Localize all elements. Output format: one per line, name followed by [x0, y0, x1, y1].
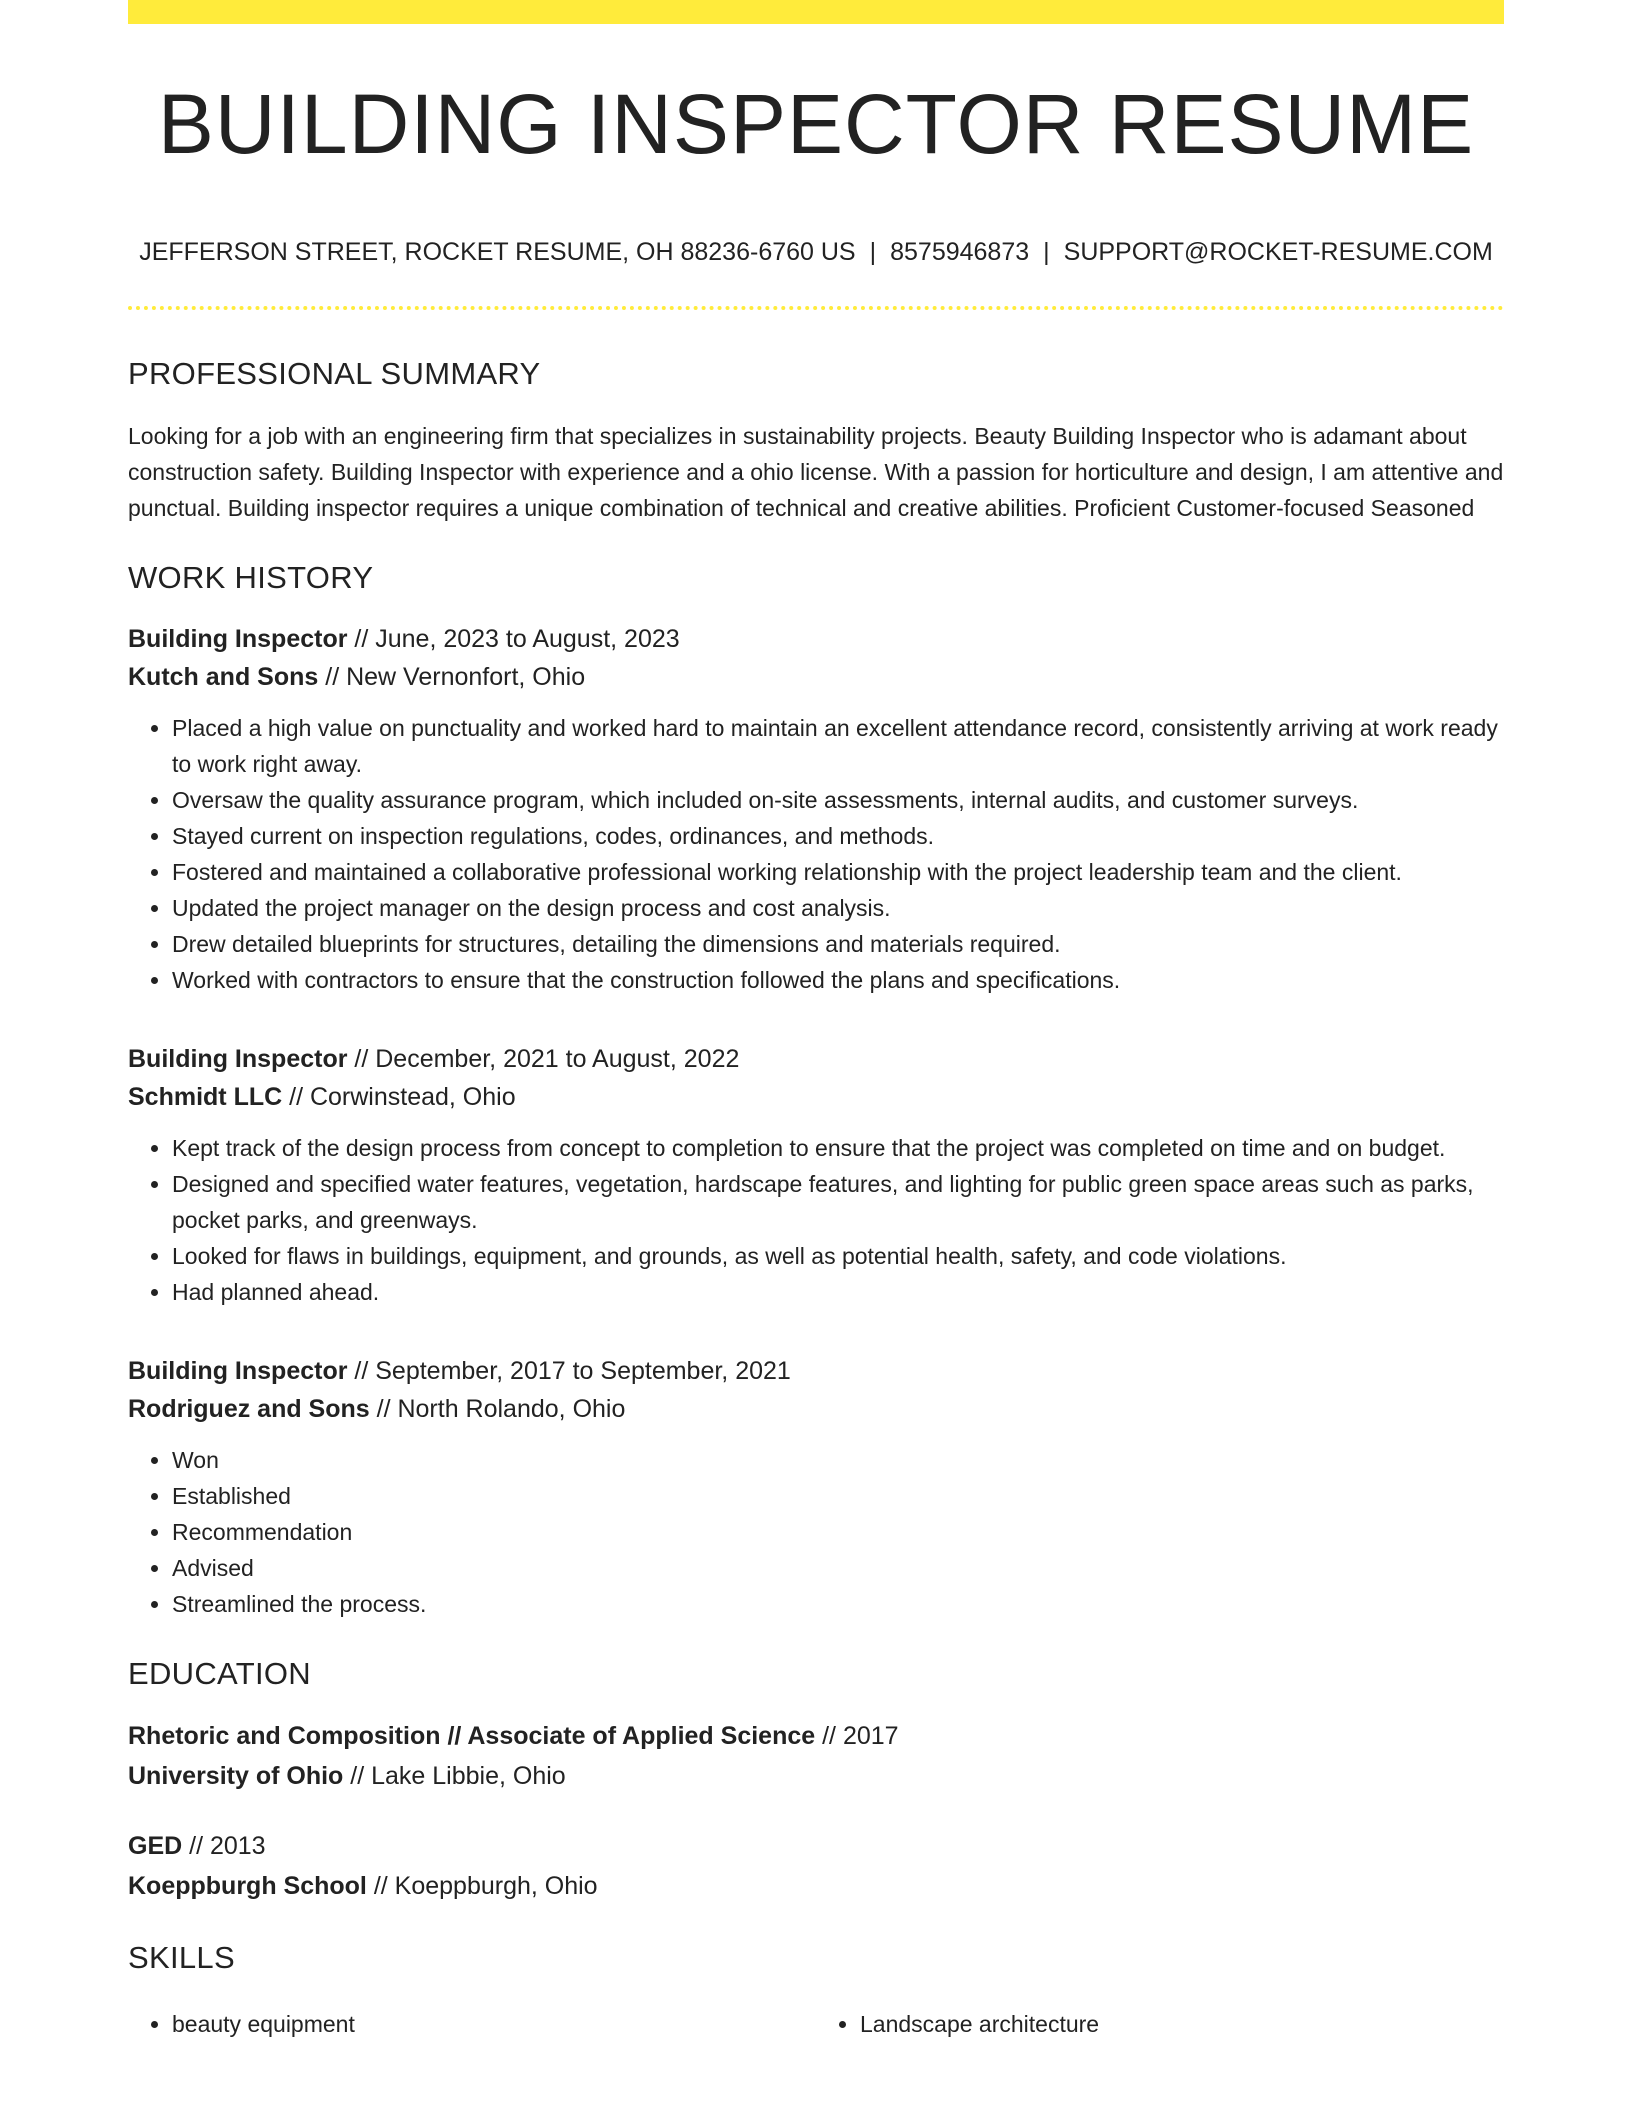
school: University of Ohio: [128, 1762, 344, 1790]
list-item: • Placed a high value on punctuality and worked hard to maintain an excellent attendance record, consistently arriving at work ready to work right away.: [172, 710, 1504, 782]
job-title: Building Inspector: [128, 1357, 348, 1385]
job-company: Kutch and Sons: [128, 663, 319, 691]
separator: |: [869, 238, 877, 266]
education-entry: [128, 1826, 1504, 1906]
list-item: • Designed and specified water features, vegetation, hardscape features, and lighting for public green space areas such as parks, pocket parks, and greenways.: [172, 1166, 1504, 1238]
job-bullets: [128, 1130, 1504, 1310]
list-item: • beauty equipment: [172, 2006, 816, 2042]
degree-line: [128, 1716, 1504, 1756]
separator: |: [1043, 238, 1050, 266]
list-item: • Oversaw the quality assurance program, which included on-site assessments, internal audits, and customer surveys.: [172, 782, 1504, 818]
work-history-heading: WORK HISTORY: [128, 560, 374, 595]
skills-list-left: [128, 2006, 816, 2042]
job-location: // Corwinstead, Ohio: [282, 1083, 516, 1111]
dotted-divider: [128, 306, 1504, 310]
job-bullets: [128, 710, 1504, 998]
list-item: • Worked with contractors to ensure that the construction followed the plans and specifications.: [172, 962, 1504, 998]
education-section: [128, 1656, 1504, 1906]
phone: 8575946873: [890, 238, 1030, 266]
skills-section: [128, 1940, 1504, 2042]
job-bullets: [128, 1442, 1504, 1622]
list-item: • Fostered and maintained a collaborative professional working relationship with the project leadership team and the client.: [172, 854, 1504, 890]
school-line: [128, 1866, 1504, 1906]
list-item: • Established: [172, 1478, 1504, 1514]
summary-text: Looking for a job with an engineering firm that specializes in sustainability projects. Beauty Building Inspector who is adamant about construction safety. Building Inspector with experience and a ohio license. With a passion for horticulture and design, I am attentive and punctual. Building inspector requires a unique combination of technical and creative abilities. Proficient Customer-focused Seasoned: [128, 423, 1504, 521]
job-company: Schmidt LLC: [128, 1083, 283, 1111]
skills-list-right: [816, 2006, 1504, 2042]
school-location: // Koeppburgh, Ohio: [366, 1872, 598, 1900]
work-history-section: [128, 560, 1504, 1622]
job-title-line: [128, 620, 1504, 658]
job-title-line: [128, 1040, 1504, 1078]
list-item: • Looked for flaws in buildings, equipment, and grounds, as well as potential health, safety, and code violations.: [172, 1238, 1504, 1274]
job-dates: // June, 2023 to August, 2023: [347, 625, 680, 653]
job-entry: [128, 1040, 1504, 1310]
job-title-line: [128, 1352, 1504, 1390]
education-heading: EDUCATION: [128, 1656, 311, 1691]
degree-line: [128, 1826, 1504, 1866]
email: SUPPORT@ROCKET-RESUME.COM: [1063, 238, 1493, 266]
top-accent-bar: [128, 0, 1504, 24]
education-entry: [128, 1716, 1504, 1796]
job-company-line: [128, 1390, 1504, 1428]
job-title: Building Inspector: [128, 1045, 348, 1073]
job-title: Building Inspector: [128, 625, 348, 653]
job-entry: [128, 620, 1504, 998]
list-item: • Recommendation: [172, 1514, 1504, 1550]
job-location: // New Vernonfort, Ohio: [318, 663, 586, 691]
list-item: • Won: [172, 1442, 1504, 1478]
school-line: [128, 1756, 1504, 1796]
list-item: • Landscape architecture: [860, 2006, 1504, 2042]
degree-year: // 2013: [182, 1832, 266, 1860]
school-location: // Lake Libbie, Ohio: [343, 1762, 566, 1790]
job-location: // North Rolando, Ohio: [369, 1395, 626, 1423]
list-item: • Drew detailed blueprints for structures, detailing the dimensions and materials required.: [172, 926, 1504, 962]
summary-heading: PROFESSIONAL SUMMARY: [128, 356, 541, 391]
list-item: • Stayed current on inspection regulations, codes, ordinances, and methods.: [172, 818, 1504, 854]
job-company-line: [128, 1078, 1504, 1116]
job-company-line: [128, 658, 1504, 696]
skills-heading: SKILLS: [128, 1940, 235, 1975]
job-dates: // December, 2021 to August, 2022: [347, 1045, 740, 1073]
list-item: • Had planned ahead.: [172, 1274, 1504, 1310]
contact-line: [128, 238, 1504, 267]
degree-year: // 2017: [815, 1722, 899, 1750]
list-item: • Updated the project manager on the design process and cost analysis.: [172, 890, 1504, 926]
job-company: Rodriguez and Sons: [128, 1395, 370, 1423]
list-item: • Kept track of the design process from concept to completion to ensure that the project was completed on time and on budget.: [172, 1130, 1504, 1166]
job-dates: // September, 2017 to September, 2021: [347, 1357, 791, 1385]
list-item: • Streamlined the process.: [172, 1586, 1504, 1622]
address: JEFFERSON STREET, ROCKET RESUME, OH 88236-6760 US: [139, 238, 856, 266]
degree: GED: [128, 1832, 183, 1860]
resume-content: [128, 356, 1504, 2042]
page-title: BUILDING INSPECTOR RESUME: [157, 77, 1475, 171]
school: Koeppburgh School: [128, 1872, 367, 1900]
degree: Rhetoric and Composition // Associate of Applied Science: [128, 1722, 816, 1750]
job-entry: [128, 1352, 1504, 1622]
skills-columns: [128, 2006, 1504, 2042]
list-item: • Advised: [172, 1550, 1504, 1586]
